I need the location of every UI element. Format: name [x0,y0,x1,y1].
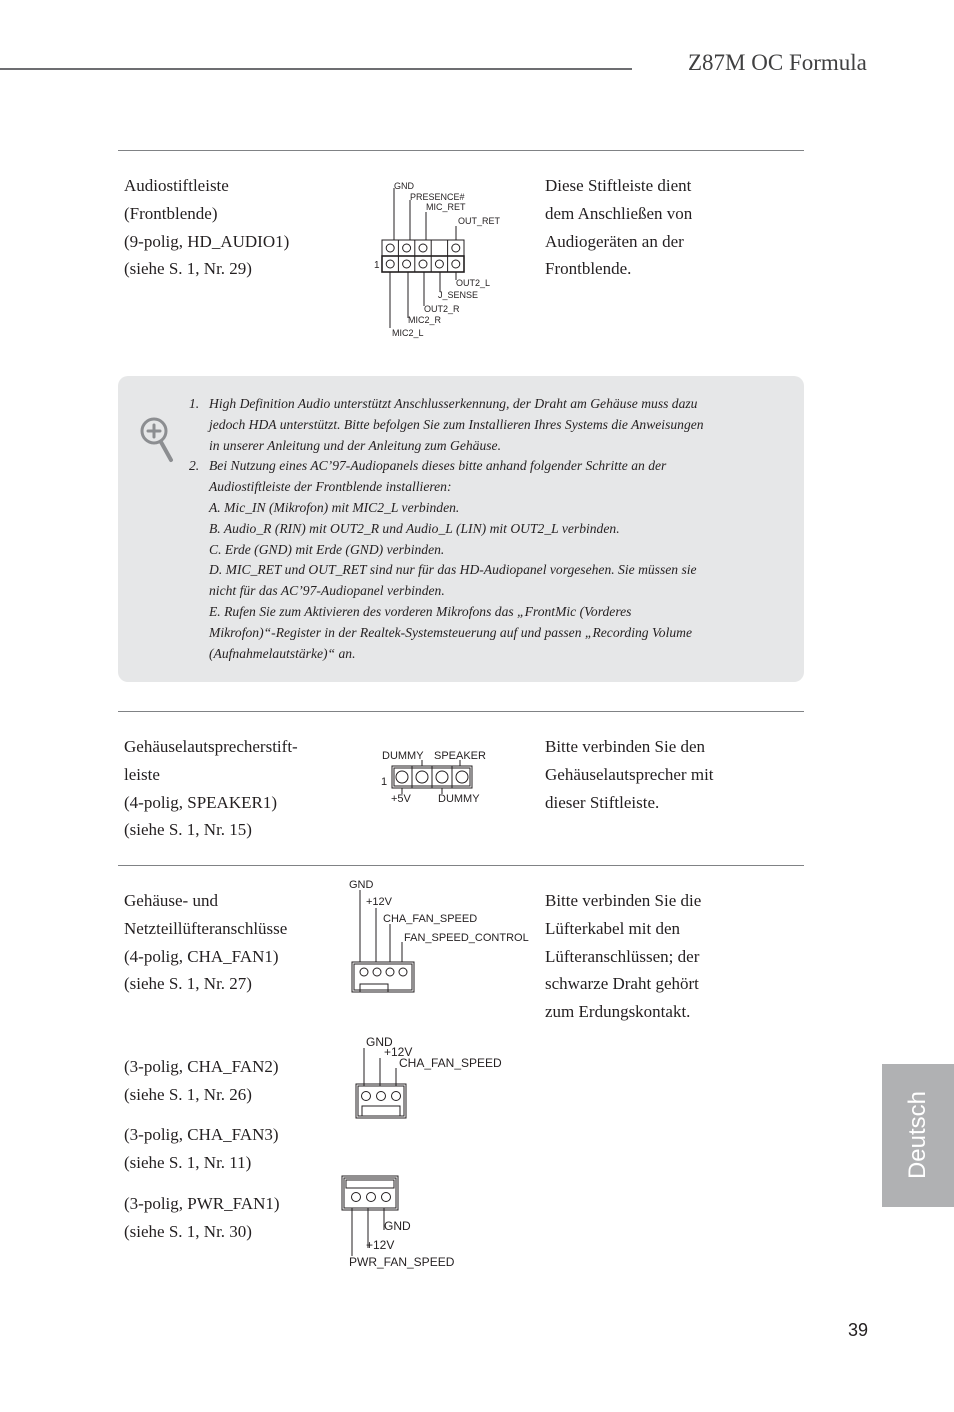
fans-desc-line: Bitte verbinden Sie die [545,891,702,910]
note-text: jedoch HDA unterstützt. Bitte befolgen Sie zum Installieren Ihres Systems die Anweisungen [209,416,704,432]
pwr-fan1-title [124,1190,280,1246]
label-mic-ret: MIC_RET [426,202,466,212]
label-mic2-r: MIC2_R [408,315,442,325]
section-divider [118,711,804,712]
note-text: B. Audio_R (RIN) mit OUT2_R und Audio_L (LIN) mit OUT2_L verbinden. [209,520,620,536]
label-gnd: GND [394,181,414,191]
magnifier-icon [138,414,176,464]
label-pwr-fan-speed: PWR_FAN_SPEED [349,1255,455,1269]
cha-fan3-line: (siehe S. 1, Nr. 11) [124,1152,252,1172]
pwr-fan1-line: (siehe S. 1, Nr. 30) [124,1221,252,1241]
section-divider [118,865,804,866]
fans-desc-line: Lüfterkabel mit den [545,918,681,938]
hd-audio-title [124,172,289,283]
language-tab-label: Deutsch [904,1090,931,1180]
pwr-fan1-line: (3-polig, PWR_FAN1) [124,1194,280,1213]
page-header-title: Z87M OC Formula [688,50,867,75]
hd-audio-pin-diagram [360,176,530,346]
speaker-title [124,733,298,844]
cha-fan2-pin-diagram [350,1034,510,1124]
label-dummy-top: DUMMY [382,750,424,762]
label-mic2-l: MIC2_L [392,328,424,338]
label-out2-r: OUT2_R [424,304,460,314]
hd-audio-desc-line: Diese Stiftleiste dient [545,176,692,195]
speaker-pin-diagram [376,744,506,810]
hd-audio-desc-line: Audiogeräten an der [545,231,684,251]
label-5v: +5V [391,793,411,805]
label-gnd: GND [384,1219,411,1233]
fans-title-line: (siehe S. 1, Nr. 27) [124,974,252,994]
label-dummy-bottom: DUMMY [438,793,480,805]
hd-audio-title-line: (9-polig, HD_AUDIO1) [124,231,290,251]
speaker-title-line: leiste [124,764,160,784]
section-divider [118,150,804,151]
note-text: C. Erde (GND) mit Erde (GND) verbinden. [209,541,445,557]
fans-title-line: Netzteillüfteranschlüsse [124,918,288,938]
hd-audio-title-line: (siehe S. 1, Nr. 29) [124,259,252,279]
hd-audio-desc-line: dem Anschließen von [545,203,693,223]
speaker-desc-line: Gehäuselautsprecher mit [545,764,714,784]
cha-fan2-title [124,1053,279,1109]
pwr-fan1-pin-diagram [336,1170,496,1274]
page-number: 39 [848,1320,869,1340]
label-gnd: GND [349,879,374,891]
cha-fan3-line: (3-polig, CHA_FAN3) [124,1125,279,1144]
note-number: 2. [189,458,200,474]
label-fan-speed-control: FAN_SPEED_CONTROL [404,932,529,944]
speaker-title-line: (4-polig, SPEAKER1) [124,792,277,812]
note-text: E. Rufen Sie zum Aktivieren des vorderen Mikrofons das „FrontMic (Vorderes [209,603,632,619]
label-speaker: SPEAKER [434,750,486,762]
label-cha-fan-speed: CHA_FAN_SPEED [399,1056,502,1070]
note-text: High Definition Audio unterstützt Anschlusserkennung, der Draht am Gehäuse muss dazu [209,396,698,411]
fans-desc-line: schwarze Draht gehört [545,974,699,994]
note-text: D. MIC_RET und OUT_RET sind nur für das HD-Audiopanel vorgesehen. Sie müssen sie [209,562,697,578]
fans-title-line: (4-polig, CHA_FAN1) [124,946,279,966]
label-j-sense: J_SENSE [438,290,479,300]
label-presence: PRESENCE# [410,192,465,202]
note-text: (Aufnahmelautstärke)“ an. [209,645,356,661]
fans-desc-line: Lüfteranschlüssen; der [545,946,700,966]
speaker-desc-line: Bitte verbinden Sie den [545,737,706,756]
header-rule [0,68,632,70]
label-out-ret: OUT_RET [458,216,501,226]
cha-fan2-line: (3-polig, CHA_FAN2) [124,1057,279,1076]
note-text: Bei Nutzung eines AC’97-Audiopanels dieses bitte anhand folgender Schritte an der [209,458,667,474]
hd-audio-title-line: (Frontblende) [124,203,218,223]
note-text: Mikrofon)“-Register in der Realtek-Systemsteuerung auf und passen „Recording Volume [209,624,692,640]
label-12v: +12V [366,1238,395,1252]
note-number: 1. [189,396,200,411]
speaker-desc-line: dieser Stiftleiste. [545,792,660,812]
label-gnd: GND [366,1035,393,1049]
pin1-marker: 1 [381,776,388,788]
speaker-title-line: (siehe S. 1, Nr. 15) [124,820,252,840]
label-cha-fan-speed: CHA_FAN_SPEED [383,913,478,925]
cha-fan1-pin-diagram [340,874,540,998]
fans-title-line: Gehäuse- und [124,891,218,910]
fans-title [124,887,287,998]
pin1-marker: 1 [374,260,380,271]
cha-fan2-line: (siehe S. 1, Nr. 26) [124,1084,252,1104]
note-text: Audiostiftleiste der Frontblende installieren: [209,479,452,495]
speaker-description [545,733,714,816]
cha-fan3-title [124,1121,279,1177]
label-12v: +12V [366,896,392,908]
fans-desc-line: zum Erdungskontakt. [545,1002,691,1022]
hd-audio-description [545,172,692,283]
speaker-title-line: Gehäuselautsprecherstift- [124,737,298,756]
hd-audio-title-line: Audiostiftleiste [124,176,229,195]
note-text: A. Mic_IN (Mikrofon) mit MIC2_L verbinden. [209,499,460,515]
note-text: in unserer Anleitung und der Anleitung zum Gehäuse. [209,437,501,453]
hd-audio-desc-line: Frontblende. [545,259,632,279]
fans-description [545,887,701,1026]
label-12v: +12V [384,1045,413,1059]
note-text: nicht für das AC’97-Audiopanel verbinden. [209,583,445,599]
label-out2-l: OUT2_L [456,278,491,288]
